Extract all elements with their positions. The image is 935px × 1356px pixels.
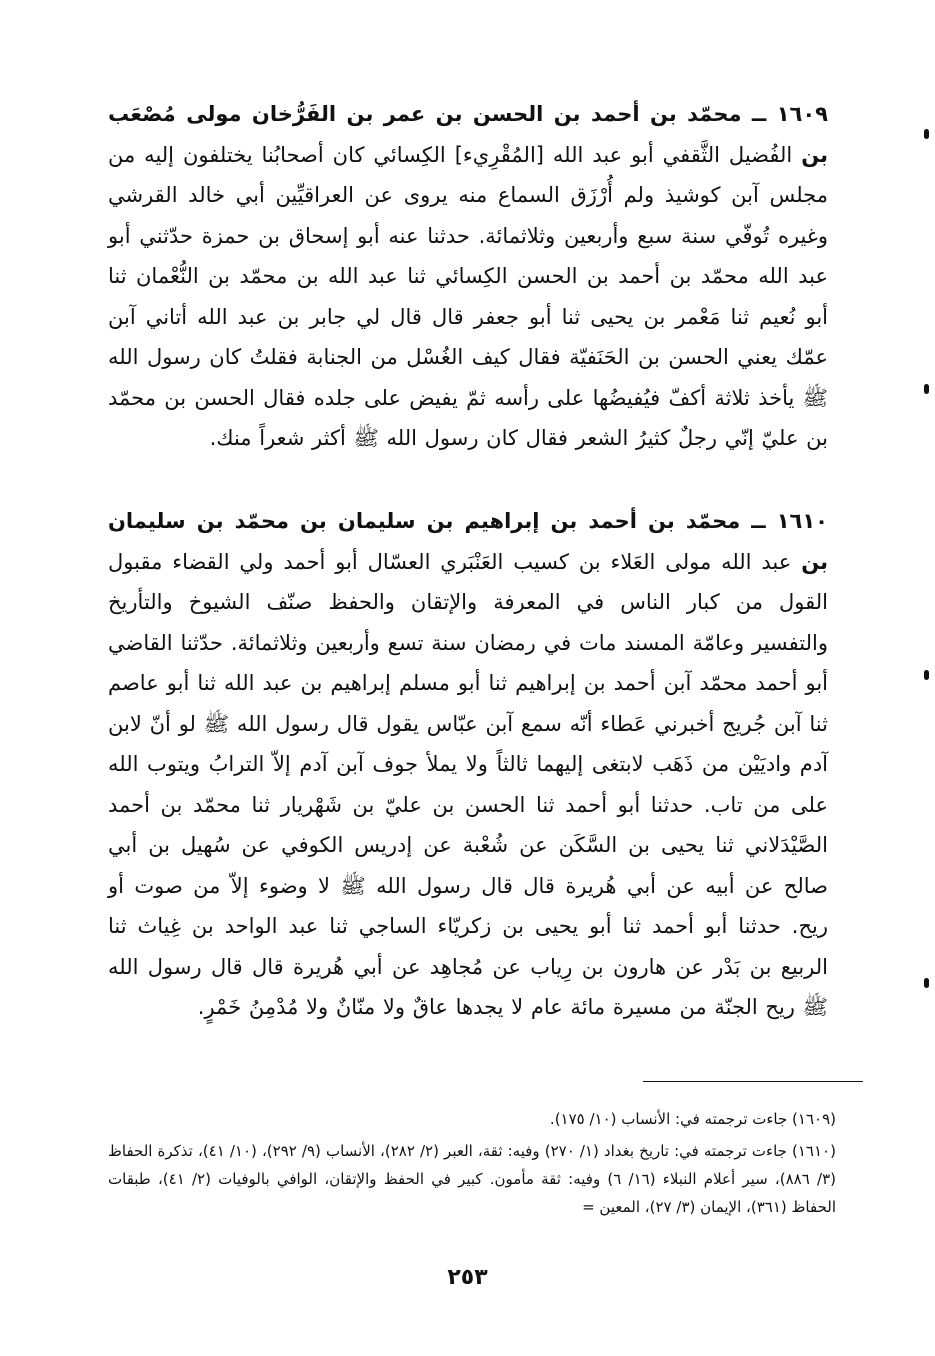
entry-text — [108, 501, 828, 1028]
entry-body: الفُضيل الثَّقفي أبو عبد الله [المُقْرِيء] الكِسائي كان أصحابُنا يختلفون إليه من مجلس آبن كوشيذ ولم أُرْزَق السماع منه يروى عن العراقيِّين أبي خالد القرشي وغيره تُوفّي سنة سبع وأربعين وثلاثمائة. حدثنا عنه أبو إسحاق بن حمزة حدّثني أبو عبد الله محمّد بن أحمد بن الحسن الكِسائي ثنا عبد الله بن محمّد بن النُّعْمان ثنا أبو نُعيم ثنا مَعْمر بن يحيى ثنا أبو جعفر قال قال لي جابر بن عبد الله أتاني آبن عمّك يعني الحسن بن الحَنَفيّة فقال كيف الغُسْل من الجنابة فقلتُ كان رسول الله ﷺ يأخذ ثلاثة أكفّ فيُفيضُها على رأسه ثمّ يفيض على جلده فقال الحسن بن محمّد بن عليّ إنّي رجلٌ كثيرُ الشعر فقال كان رسول الله ﷺ أكثر شعراً منك. — [108, 142, 828, 450]
page-number: ٢٥٣ — [447, 1265, 488, 1290]
margin-mark — [924, 670, 929, 680]
margin-mark — [924, 978, 929, 988]
entry-1609 — [108, 94, 828, 459]
margin-mark — [924, 129, 929, 139]
margin-mark — [924, 384, 929, 394]
footnote-1609: (١٦٠٩) جاءت ترجمته في: الأنساب (١٠/ ١٧٥). — [549, 1110, 836, 1128]
entry-text — [108, 94, 828, 459]
footnotes — [108, 1105, 836, 1225]
entry-heading: ١٦٠٩ ــ محمّد بن أحمد بن الحسن بن عمر بن الفَرُّخان مولى مُصْعَب بن — [108, 102, 828, 167]
footnote-1610: (١٦١٠) جاءت ترجمته في: تاريخ بغداد (١/ ٢٧٠) وفيه: ثقة، العبر (٢/ ٢٨٢)، الأنساب (٩/ ٢٩٢)، (١٠/ ٤١)، تذكرة الحفاظ (٣/ ٨٨٦)، سير أعلام النبلاء (١٦/ ٦) وفيه: ثقة مأمون. كبير في الحفظ والإتقان، الوافي بالوفيات (٢/ ٤١)، طبقات الحفاظ (٣٦١)، الإيمان (٣/ ٢٧)، المعين = — [108, 1142, 836, 1216]
entry-heading: ١٦١٠ ــ محمّد بن أحمد بن إبراهيم بن سليمان بن محمّد بن سليمان بن — [108, 509, 828, 574]
entry-1610 — [108, 501, 828, 1028]
footnote-divider — [643, 1081, 863, 1082]
entry-body: عبد الله مولى العَلاء بن كسيب العَنْبَري العسّال أبو أحمد ولي القضاء مقبول القول من كبار الناس في المعرفة والإتقان والحفظ صنّف الشيوخ والتأريخ والتفسير وعامّة المسند مات في رمضان سنة تسع وأربعين وثلاثمائة. حدّثنا القاضي أبو أحمد محمّد آبن أحمد بن إبراهيم ثنا أبو مسلم إبراهيم بن عبد الله ثنا أبو عاصم ثنا آبن جُريج أخبرني عَطاء أنّه سمع آبن عبّاس يقول قال رسول الله ﷺ لو أنّ لابن آدم واديَيْن من ذَهَب لابتغى إليهما ثالثاً ولا يملأ جوف آبن آدم إلاّ الترابُ ويتوب الله على من تاب. حدثنا أبو أحمد ثنا الحسن بن عليّ بن شَهْريار ثنا محمّد بن أحمد الصَّيْدَلاني ثنا يحيى بن السَّكَن عن شُعْبة عن إدريس الكوفي عن سُهيل بن أبي صالح عن أبيه عن أبي هُريرة قال قال رسول الله ﷺ لا وضوء إلاّ من صوت أو ريح. حدثنا أبو أحمد ثنا أبو يحيى بن زكريّاء الساجي ثنا عبد الواحد بن غِياث ثنا الربيع بن بَدْر عن هارون بن رِياب عن مُجاهِد عن أبي هُريرة قال قال رسول الله ﷺ ريح الجنّة من مسيرة مائة عام لا يجدها عاقٌ ولا منّانٌ ولا مُدْمِنُ خَمْرٍ. — [108, 549, 828, 1019]
